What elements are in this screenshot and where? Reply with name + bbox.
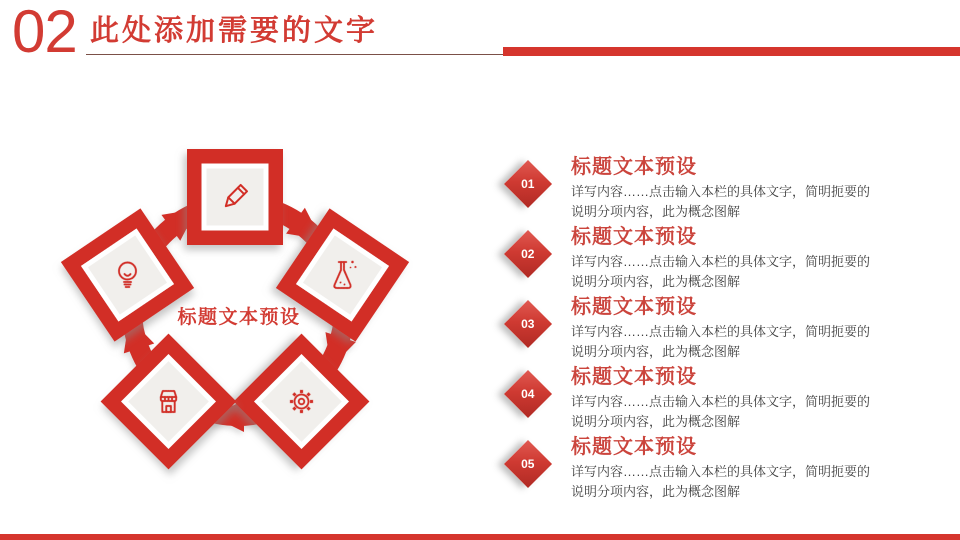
diagram-node-pencil	[187, 149, 283, 245]
list-item	[505, 226, 876, 292]
item-title: 标题文本预设	[571, 156, 697, 178]
item-description: 详写内容……点击输入本栏的具体文字，简明扼要的说明分项内容，此为概念图解	[571, 254, 871, 289]
diagram-node-store	[101, 334, 237, 470]
item-number-diamond	[511, 377, 545, 411]
item-number-diamond	[511, 307, 545, 341]
page-title: 此处添加需要的文字	[90, 15, 379, 47]
item-description: 详写内容……点击输入本栏的具体文字，简明扼要的说明分项内容，此为概念图解	[571, 184, 871, 219]
list-item	[505, 436, 876, 502]
item-number-diamond	[511, 447, 545, 481]
footer-accent-bar	[0, 534, 960, 540]
item-number: 01	[521, 176, 535, 191]
section-number: 02	[12, 0, 77, 65]
item-number-diamond	[511, 167, 545, 201]
item-number: 02	[521, 246, 535, 261]
item-description: 详写内容……点击输入本栏的具体文字，简明扼要的说明分项内容，此为概念图解	[571, 324, 871, 359]
item-number: 05	[521, 456, 535, 471]
item-title: 标题文本预设	[571, 436, 697, 458]
item-description: 详写内容……点击输入本栏的具体文字，简明扼要的说明分项内容，此为概念图解	[571, 394, 871, 429]
diagram-center-label: 标题文本预设	[177, 307, 301, 328]
diagram-node-gear	[234, 334, 370, 470]
title-underline-thin	[86, 54, 504, 55]
item-title: 标题文本预设	[571, 296, 697, 318]
item-description: 详写内容……点击输入本栏的具体文字，简明扼要的说明分项内容，此为概念图解	[571, 464, 871, 499]
item-title: 标题文本预设	[571, 226, 697, 248]
list-item	[505, 366, 876, 432]
item-number: 04	[521, 386, 535, 401]
item-number-diamond	[511, 237, 545, 271]
list-item	[505, 156, 876, 222]
item-number: 03	[521, 316, 535, 331]
list-item	[505, 296, 876, 362]
title-underline-bar	[503, 47, 960, 56]
item-title: 标题文本预设	[571, 366, 697, 388]
